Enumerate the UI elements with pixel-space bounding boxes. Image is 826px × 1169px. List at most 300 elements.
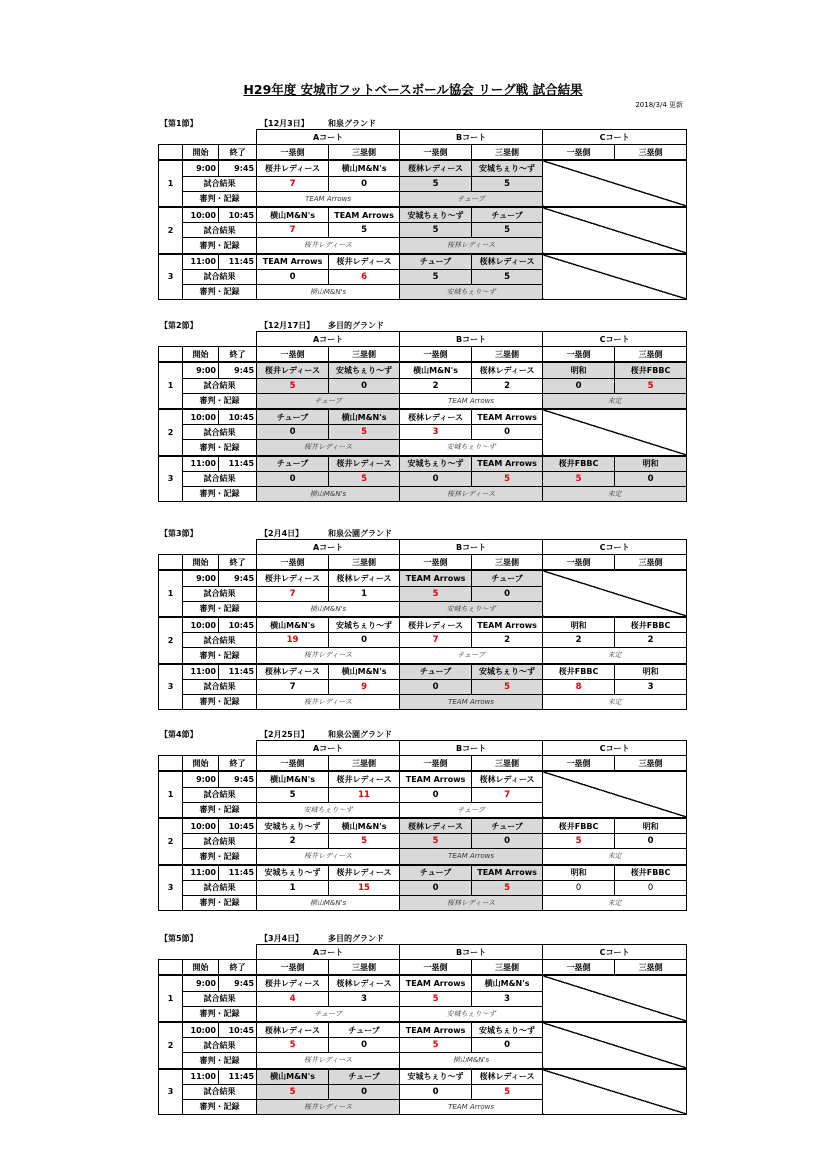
game-start-time: 9:00 — [183, 771, 219, 787]
referee-team: 桜井レディース — [257, 1053, 400, 1069]
team-third-base: 安城ちぇり～ず — [329, 362, 400, 378]
court-header: Bコート — [400, 945, 543, 960]
third-base-header: 三塁側 — [615, 960, 687, 976]
referee-team: 横山M&N's — [257, 284, 400, 299]
score-first-base: 5 — [543, 471, 615, 486]
first-base-header: 一塁側 — [400, 756, 472, 772]
empty-court-cell — [543, 570, 687, 617]
round-name: 【第3節】 — [160, 529, 198, 538]
game-start-time: 9:00 — [183, 975, 219, 991]
referee-team: 桜井レディース — [257, 440, 400, 456]
header-blank — [159, 130, 257, 145]
round-table — [158, 740, 687, 911]
score-third-base: 11 — [329, 787, 400, 802]
score-third-base: 0 — [615, 880, 687, 895]
team-third-base: チューブ — [472, 818, 543, 834]
team-first-base: 桜林レディース — [400, 409, 472, 425]
score-first-base: 5 — [257, 787, 329, 802]
third-base-header: 三塁側 — [615, 555, 687, 571]
team-third-base: 明和 — [615, 456, 687, 472]
game-teams-row — [159, 818, 687, 834]
team-third-base: チューブ — [472, 207, 543, 223]
result-label: 試合結果 — [183, 471, 257, 486]
referee-label: 審判・記録 — [183, 895, 257, 910]
referee-label: 審判・記録 — [183, 601, 257, 617]
score-third-base: 0 — [472, 586, 543, 601]
team-third-base: 桜井FBBC — [615, 362, 687, 378]
end-header: 終了 — [219, 347, 257, 363]
team-first-base: 安城ちぇり～ず — [257, 865, 329, 881]
referee-team: TEAM Arrows — [400, 1099, 543, 1114]
game-teams-row — [159, 865, 687, 881]
game-number: 2 — [159, 207, 183, 254]
result-label: 試合結果 — [183, 223, 257, 238]
game-start-time: 10:00 — [183, 818, 219, 834]
score-third-base: 5 — [329, 834, 400, 849]
team-first-base: 横山M&N's — [257, 207, 329, 223]
score-first-base: 0 — [257, 269, 329, 284]
court-header: Bコート — [400, 540, 543, 555]
empty-court-cell — [543, 207, 687, 254]
first-base-header: 一塁側 — [543, 145, 615, 161]
result-label: 試合結果 — [183, 1084, 257, 1099]
score-first-base: 0 — [400, 880, 472, 895]
game-teams-row — [159, 975, 687, 991]
round-table — [158, 331, 687, 502]
score-first-base: 5 — [257, 378, 329, 393]
game-end-time: 9:45 — [219, 975, 257, 991]
team-first-base: チューブ — [400, 865, 472, 881]
score-first-base: 5 — [400, 834, 472, 849]
team-first-base: 桜井FBBC — [543, 456, 615, 472]
score-third-base: 1 — [329, 586, 400, 601]
team-third-base: 桜井FBBC — [615, 617, 687, 633]
referee-team: 未定 — [543, 648, 687, 664]
game-score-row — [159, 679, 687, 694]
score-third-base: 9 — [329, 679, 400, 694]
team-third-base: 横山M&N's — [472, 975, 543, 991]
team-third-base: 桜井FBBC — [615, 865, 687, 881]
game-start-time: 10:00 — [183, 207, 219, 223]
result-label: 試合結果 — [183, 176, 257, 191]
team-third-base: 安城ちぇり～ず — [329, 617, 400, 633]
score-third-base: 3 — [615, 679, 687, 694]
team-first-base: 安城ちぇり～ず — [400, 456, 472, 472]
referee-team: 未定 — [543, 486, 687, 501]
round-name: 【第2節】 — [160, 321, 198, 330]
game-teams-row — [159, 570, 687, 586]
third-base-header: 三塁側 — [329, 960, 400, 976]
game-number: 1 — [159, 362, 183, 409]
score-third-base: 2 — [472, 633, 543, 648]
team-first-base: 桜林レディース — [400, 160, 472, 176]
score-third-base: 0 — [615, 834, 687, 849]
referee-team: TEAM Arrows — [400, 849, 543, 865]
header-blank — [159, 332, 257, 347]
score-third-base: 7 — [472, 787, 543, 802]
game-number: 3 — [159, 664, 183, 710]
first-base-header: 一塁側 — [400, 347, 472, 363]
round-table — [158, 129, 687, 300]
team-first-base: 横山M&N's — [257, 617, 329, 633]
start-header: 開始 — [183, 756, 219, 772]
game-referee-row — [159, 895, 687, 910]
round-date: 【3月4日】 — [260, 934, 304, 943]
score-first-base: 0 — [257, 425, 329, 440]
round-date: 【2月25日】 — [260, 730, 309, 739]
team-first-base: 明和 — [543, 865, 615, 881]
result-label: 試合結果 — [183, 378, 257, 393]
game-end-time: 9:45 — [219, 160, 257, 176]
first-base-header: 一塁側 — [257, 960, 329, 976]
third-base-header: 三塁側 — [329, 347, 400, 363]
team-first-base: 桜井レディース — [257, 570, 329, 586]
game-end-time: 9:45 — [219, 570, 257, 586]
round-name: 【第4節】 — [160, 730, 198, 739]
game-referee-row — [159, 849, 687, 865]
score-third-base: 6 — [329, 269, 400, 284]
team-first-base: 桜井レディース — [257, 975, 329, 991]
row-header-blank — [159, 756, 183, 772]
round-name: 【第5節】 — [160, 934, 198, 943]
game-number: 1 — [159, 570, 183, 617]
end-header: 終了 — [219, 960, 257, 976]
referee-team: 安城ちぇり～ず — [400, 440, 543, 456]
referee-label: 審判・記録 — [183, 440, 257, 456]
referee-team: 安城ちぇり～ず — [400, 1006, 543, 1022]
game-start-time: 11:00 — [183, 664, 219, 680]
team-third-base: 明和 — [615, 818, 687, 834]
start-header: 開始 — [183, 555, 219, 571]
round-date: 【2月4日】 — [260, 529, 304, 538]
game-end-time: 10:45 — [219, 207, 257, 223]
court-header: Aコート — [257, 540, 400, 555]
team-first-base: TEAM Arrows — [400, 570, 472, 586]
referee-label: 審判・記録 — [183, 238, 257, 254]
referee-team: 横山M&N's — [400, 1053, 543, 1069]
team-first-base: TEAM Arrows — [400, 1022, 472, 1038]
third-base-header: 三塁側 — [472, 555, 543, 571]
game-start-time: 9:00 — [183, 362, 219, 378]
score-third-base: 0 — [329, 1038, 400, 1053]
game-start-time: 10:00 — [183, 409, 219, 425]
result-label: 試合結果 — [183, 991, 257, 1006]
game-start-time: 11:00 — [183, 254, 219, 270]
score-first-base: 5 — [400, 1038, 472, 1053]
team-third-base: 桜井レディース — [329, 254, 400, 270]
score-first-base: 0 — [543, 880, 615, 895]
first-base-header: 一塁側 — [257, 347, 329, 363]
end-header: 終了 — [219, 555, 257, 571]
court-header: Aコート — [257, 741, 400, 756]
game-score-row — [159, 880, 687, 895]
court-header: Aコート — [257, 130, 400, 145]
referee-label: 審判・記録 — [183, 1053, 257, 1069]
score-third-base: 15 — [329, 880, 400, 895]
game-referee-row — [159, 694, 687, 709]
score-third-base: 5 — [472, 223, 543, 238]
result-label: 試合結果 — [183, 269, 257, 284]
score-first-base: 19 — [257, 633, 329, 648]
game-number: 2 — [159, 818, 183, 865]
team-first-base: TEAM Arrows — [257, 254, 329, 270]
team-third-base: チューブ — [329, 1069, 400, 1085]
result-label: 試合結果 — [183, 425, 257, 440]
empty-court-cell — [543, 1022, 687, 1069]
team-first-base: TEAM Arrows — [400, 975, 472, 991]
referee-team: 安城ちぇり～ず — [257, 802, 400, 818]
team-first-base: 明和 — [543, 617, 615, 633]
court-header: Cコート — [543, 540, 687, 555]
updated-date: 2018/3/4 更新 — [635, 101, 683, 109]
team-first-base: 桜林レディース — [257, 1022, 329, 1038]
game-number: 1 — [159, 771, 183, 818]
game-end-time: 10:45 — [219, 1022, 257, 1038]
round-venue: 和泉公園グランド — [328, 529, 392, 538]
score-first-base: 0 — [400, 1084, 472, 1099]
referee-label: 審判・記録 — [183, 694, 257, 709]
result-label: 試合結果 — [183, 834, 257, 849]
game-score-row — [159, 471, 687, 486]
team-third-base: チューブ — [472, 570, 543, 586]
score-first-base: 5 — [400, 269, 472, 284]
referee-team: 桜林レディース — [400, 486, 543, 501]
score-first-base: 0 — [400, 471, 472, 486]
empty-court-cell — [543, 409, 687, 456]
court-header: Cコート — [543, 130, 687, 145]
team-first-base: 横山M&N's — [257, 771, 329, 787]
game-teams-row — [159, 362, 687, 378]
score-third-base: 5 — [472, 880, 543, 895]
empty-court-cell — [543, 771, 687, 818]
end-header: 終了 — [219, 145, 257, 161]
first-base-header: 一塁側 — [400, 960, 472, 976]
team-first-base: 横山M&N's — [400, 362, 472, 378]
game-teams-row — [159, 1022, 687, 1038]
game-number: 3 — [159, 254, 183, 300]
third-base-header: 三塁側 — [472, 756, 543, 772]
game-teams-row — [159, 664, 687, 680]
page-title — [0, 80, 826, 98]
score-first-base: 7 — [257, 586, 329, 601]
row-header-blank — [159, 347, 183, 363]
third-base-header: 三塁側 — [329, 555, 400, 571]
game-number: 1 — [159, 160, 183, 207]
team-third-base: 安城ちぇり～ず — [472, 1022, 543, 1038]
round-date: 【12月3日】 — [260, 119, 309, 128]
round-venue: 多目的グランド — [328, 934, 384, 943]
referee-label: 審判・記録 — [183, 284, 257, 299]
court-header: Aコート — [257, 945, 400, 960]
referee-team: チューブ — [400, 191, 543, 207]
referee-label: 審判・記録 — [183, 1099, 257, 1114]
team-third-base: 桜林レディース — [472, 362, 543, 378]
game-start-time: 10:00 — [183, 1022, 219, 1038]
team-first-base: 横山M&N's — [257, 1069, 329, 1085]
team-first-base: チューブ — [400, 254, 472, 270]
team-third-base: 横山M&N's — [329, 818, 400, 834]
score-third-base: 5 — [329, 471, 400, 486]
team-first-base: 安城ちぇり～ず — [400, 1069, 472, 1085]
game-number: 2 — [159, 617, 183, 664]
first-base-header: 一塁側 — [400, 145, 472, 161]
team-third-base: TEAM Arrows — [472, 456, 543, 472]
game-end-time: 9:45 — [219, 771, 257, 787]
team-first-base: 安城ちぇり～ず — [257, 818, 329, 834]
game-teams-row — [159, 254, 687, 270]
game-number: 1 — [159, 975, 183, 1022]
score-third-base: 0 — [615, 471, 687, 486]
team-first-base: 明和 — [543, 362, 615, 378]
team-third-base: 桜林レディース — [472, 771, 543, 787]
game-teams-row — [159, 1069, 687, 1085]
game-score-row — [159, 633, 687, 648]
referee-team: 未定 — [543, 895, 687, 910]
page-title-text: H29年度 安城市フットベースボール協会 リーグ戦 試合結果 — [243, 82, 583, 97]
game-referee-row — [159, 648, 687, 664]
first-base-header: 一塁側 — [543, 960, 615, 976]
referee-team: 桜井レディース — [257, 1099, 400, 1114]
referee-team: チューブ — [400, 648, 543, 664]
team-third-base: TEAM Arrows — [329, 207, 400, 223]
game-end-time: 9:45 — [219, 362, 257, 378]
score-third-base: 5 — [329, 425, 400, 440]
score-third-base: 5 — [615, 378, 687, 393]
third-base-header: 三塁側 — [615, 756, 687, 772]
game-end-time: 10:45 — [219, 617, 257, 633]
team-first-base: 桜井FBBC — [543, 818, 615, 834]
referee-label: 審判・記録 — [183, 849, 257, 865]
referee-team: 横山M&N's — [257, 601, 400, 617]
game-score-row — [159, 378, 687, 393]
first-base-header: 一塁側 — [257, 555, 329, 571]
referee-team: 安城ちぇり～ず — [400, 284, 543, 299]
game-end-time: 11:45 — [219, 456, 257, 472]
team-first-base: チューブ — [400, 664, 472, 680]
score-third-base: 0 — [329, 176, 400, 191]
game-end-time: 10:45 — [219, 818, 257, 834]
team-first-base: チューブ — [257, 456, 329, 472]
game-end-time: 11:45 — [219, 254, 257, 270]
game-teams-row — [159, 207, 687, 223]
game-number: 3 — [159, 865, 183, 911]
result-label: 試合結果 — [183, 586, 257, 601]
game-referee-row — [159, 486, 687, 501]
court-header: Bコート — [400, 741, 543, 756]
score-first-base: 5 — [257, 1084, 329, 1099]
game-number: 3 — [159, 456, 183, 502]
score-first-base: 0 — [257, 471, 329, 486]
score-third-base: 5 — [329, 223, 400, 238]
game-end-time: 11:45 — [219, 865, 257, 881]
court-header: Bコート — [400, 332, 543, 347]
game-teams-row — [159, 409, 687, 425]
game-teams-row — [159, 771, 687, 787]
score-third-base: 0 — [329, 378, 400, 393]
referee-label: 審判・記録 — [183, 393, 257, 409]
referee-label: 審判・記録 — [183, 802, 257, 818]
team-first-base: 桜井レディース — [257, 362, 329, 378]
game-start-time: 10:00 — [183, 617, 219, 633]
empty-court-cell — [543, 254, 687, 300]
score-third-base: 5 — [472, 471, 543, 486]
third-base-header: 三塁側 — [329, 145, 400, 161]
round-venue: 多目的グランド — [328, 321, 384, 330]
score-first-base: 8 — [543, 679, 615, 694]
referee-team: 桜井レディース — [257, 694, 400, 709]
result-label: 試合結果 — [183, 679, 257, 694]
team-first-base: 桜井レディース — [257, 160, 329, 176]
score-first-base: 0 — [543, 378, 615, 393]
score-third-base: 2 — [472, 378, 543, 393]
start-header: 開始 — [183, 145, 219, 161]
score-third-base: 5 — [472, 176, 543, 191]
score-first-base: 7 — [257, 679, 329, 694]
empty-court-cell — [543, 160, 687, 207]
referee-team: チューブ — [257, 1006, 400, 1022]
game-number: 2 — [159, 1022, 183, 1069]
game-teams-row — [159, 456, 687, 472]
team-third-base: 桜林レディース — [472, 254, 543, 270]
row-header-blank — [159, 145, 183, 161]
score-first-base: 2 — [400, 378, 472, 393]
third-base-header: 三塁側 — [472, 347, 543, 363]
score-third-base: 0 — [472, 834, 543, 849]
court-header: Aコート — [257, 332, 400, 347]
referee-team: 未定 — [543, 694, 687, 709]
score-third-base: 3 — [472, 991, 543, 1006]
referee-team: 横山M&N's — [257, 895, 400, 910]
court-header: Bコート — [400, 130, 543, 145]
game-start-time: 11:00 — [183, 456, 219, 472]
first-base-header: 一塁側 — [257, 756, 329, 772]
referee-team: 桜林レディース — [400, 238, 543, 254]
first-base-header: 一塁側 — [400, 555, 472, 571]
team-third-base: 横山M&N's — [329, 664, 400, 680]
game-number: 2 — [159, 409, 183, 456]
referee-team: 未定 — [543, 393, 687, 409]
header-blank — [159, 945, 257, 960]
score-third-base: 0 — [329, 633, 400, 648]
team-third-base: 桜井レディース — [329, 456, 400, 472]
start-header: 開始 — [183, 347, 219, 363]
team-third-base: 桜林レディース — [472, 1069, 543, 1085]
court-header: Cコート — [543, 741, 687, 756]
referee-team: チューブ — [257, 393, 400, 409]
referee-label: 審判・記録 — [183, 191, 257, 207]
team-third-base: 横山M&N's — [329, 160, 400, 176]
team-third-base: TEAM Arrows — [472, 617, 543, 633]
score-first-base: 7 — [400, 633, 472, 648]
game-score-row — [159, 834, 687, 849]
referee-team: TEAM Arrows — [400, 393, 543, 409]
round-venue: 和泉グランド — [328, 119, 376, 128]
score-first-base: 5 — [400, 223, 472, 238]
start-header: 開始 — [183, 960, 219, 976]
game-start-time: 9:00 — [183, 570, 219, 586]
game-start-time: 9:00 — [183, 160, 219, 176]
referee-team: TEAM Arrows — [257, 191, 400, 207]
third-base-header: 三塁側 — [329, 756, 400, 772]
team-third-base: チューブ — [329, 1022, 400, 1038]
team-third-base: 安城ちぇり～ず — [472, 664, 543, 680]
referee-team: チューブ — [400, 802, 543, 818]
game-teams-row — [159, 160, 687, 176]
score-first-base: 5 — [400, 176, 472, 191]
score-third-base: 5 — [472, 269, 543, 284]
score-third-base: 2 — [615, 633, 687, 648]
score-first-base: 5 — [400, 586, 472, 601]
